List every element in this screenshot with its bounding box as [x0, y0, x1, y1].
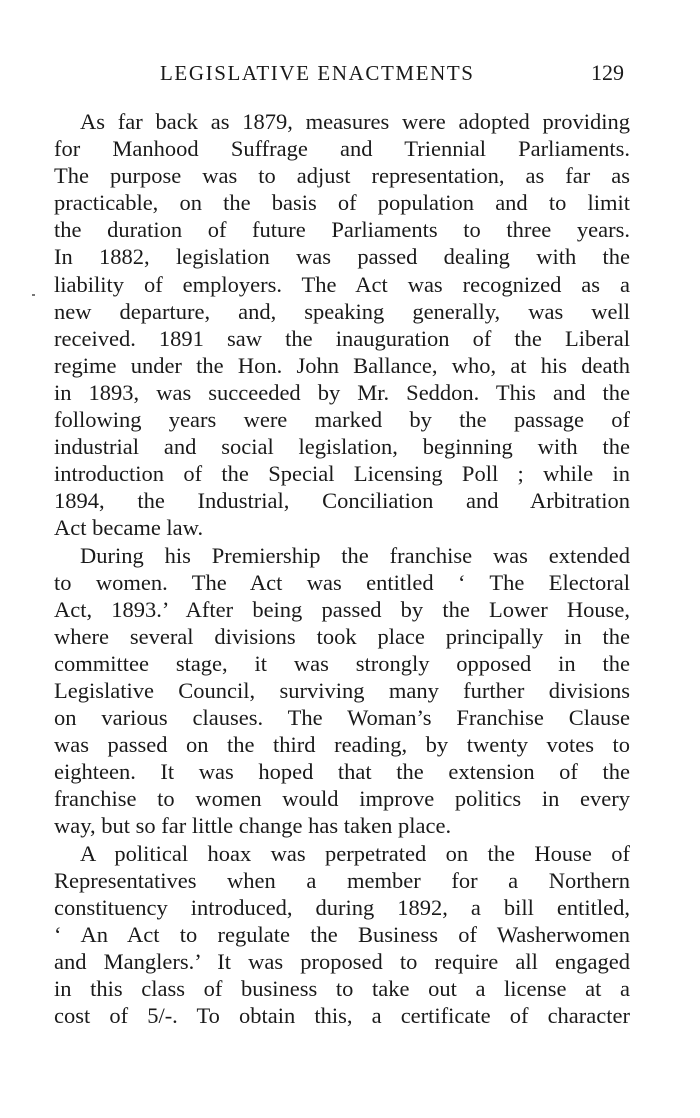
text-line: During his Premiership the franchise was extended	[80, 542, 630, 568]
text-line: industrial and social legislation, beginning with the	[54, 434, 630, 460]
text-line: committee stage, it was strongly opposed in the	[54, 650, 630, 676]
text-line: Act became law.	[54, 515, 204, 541]
text-line: in 1893, was succeeded by Mr. Seddon. This and the	[54, 379, 630, 405]
text-line: to women. The Act was entitled ‘ The Electoral	[54, 569, 630, 595]
running-head	[52, 60, 630, 94]
text-line: A political hoax was perpetrated on the House of	[80, 840, 630, 866]
paragraph-1	[54, 108, 630, 542]
text-line: cost of 5/-. To obtain this, a certificate of character	[54, 1003, 630, 1029]
page-number: 129	[591, 60, 624, 85]
margin-mark	[32, 294, 35, 296]
text-line: regime under the Hon. John Ballance, who, at his death	[54, 352, 630, 378]
text-line: introduction of the Special Licensing Poll ; while in	[54, 461, 630, 487]
text-line: where several divisions took place principally in the	[54, 623, 630, 649]
text-line: the duration of future Parliaments to three years.	[54, 217, 630, 243]
text-line: ‘ An Act to regulate the Business of Washerwomen	[54, 921, 630, 947]
text-line: As far back as 1879, measures were adopted providing	[80, 109, 630, 134]
text-line: new departure, and, speaking generally, was well	[54, 298, 630, 324]
body-text	[54, 108, 630, 1029]
text-line: 1894, the Industrial, Conciliation and Arbitration	[54, 488, 630, 514]
text-line: was passed on the third reading, by twenty votes to	[54, 732, 630, 758]
text-line: on various clauses. The Woman’s Franchise Clause	[54, 705, 630, 731]
text-line: Representatives when a member for a Northern	[54, 867, 630, 893]
text-line: received. 1891 saw the inauguration of the Liberal	[54, 325, 630, 351]
paragraph-2	[54, 542, 630, 840]
paragraph-3	[54, 840, 630, 1030]
text-line: liability of employers. The Act was recognized as a	[54, 271, 630, 297]
text-line: franchise to women would improve politics in every	[54, 786, 630, 812]
running-head-title: LEGISLATIVE ENACTMENTS	[160, 61, 475, 85]
text-line: in this class of business to take out a license at a	[54, 976, 630, 1001]
text-line: constituency introduced, during 1892, a bill entitled,	[54, 894, 630, 920]
text-line: way, but so far little change has taken place.	[54, 813, 452, 839]
text-line: for Manhood Suffrage and Triennial Parliaments.	[54, 136, 630, 162]
text-line: eighteen. It was hoped that the extension of the	[54, 759, 630, 785]
text-line: The purpose was to adjust representation, as far as	[54, 163, 630, 189]
text-line: Legislative Council, surviving many further divisions	[54, 677, 630, 703]
text-line: and Manglers.’ It was proposed to require all engaged	[54, 948, 630, 974]
text-line: Act, 1893.’ After being passed by the Lower House,	[54, 596, 630, 622]
text-line: practicable, on the basis of population and to limit	[54, 190, 630, 216]
text-line: In 1882, legislation was passed dealing with the	[54, 244, 630, 270]
text-line: following years were marked by the passage of	[54, 407, 630, 433]
